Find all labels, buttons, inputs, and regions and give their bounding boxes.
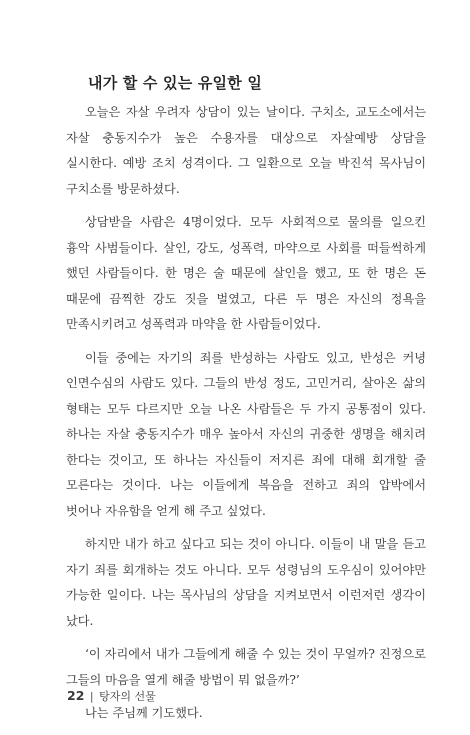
section-heading: 내가 할 수 있는 유일한 일 <box>88 74 263 92</box>
page-number: 22 <box>67 688 85 703</box>
paragraph-4: 하지만 내가 하고 싶다고 되는 것이 아니다. 이들이 내 말을 듣고 자기 죄를 회개하는 것도 아니다. 모두 성령님의 도우심이 있어야만 가능한 일이다. 나는 목사님의 상담을 지켜보면서 이런저런 생각이 났다. <box>66 537 426 628</box>
footer-separator: | <box>89 690 94 703</box>
book-title: 탕자의 선물 <box>99 690 156 703</box>
paragraph-6: 나는 주님께 기도했다. <box>85 706 203 720</box>
paragraph-3: 이들 중에는 자기의 죄를 반성하는 사람도 있고, 반성은 커녕 인면수심의 사람도 있다. 그들의 반성 정도, 고민거리, 살아온 삶의 형태는 모두 다르지만 오늘 나온 사람들은 두 가지 공통점이 있다. 하나는 자살 충동지수가 매우 높아서 자신의 귀중한 생명을 해치려 한다는 것이고, 또 하나는 자신들이 저지른 죄에 대해 회개할 줄 모른다는 것이다. 나는 이들에게 복음을 전하고 죄의 압박에서 벗어나 자유함을 얻게 해 주고 싶었다. <box>66 350 426 518</box>
paragraph-2: 상담받을 사람은 4명이었다. 모두 사회적으로 물의를 일으킨 흉악 사범들이다. 살인, 강도, 성폭력, 마약으로 사회를 떠들썩하게 했던 사람들이다. 한 명은 술 때문에 살인을 했고, 또 한 명은 돈 때문에 끔찍한 강도 짓을 벌였고, 다른 두 명은 자신의 정욕을 만족시키려고 성폭력과 마약을 한 사람들이었다. <box>66 215 426 331</box>
page-footer <box>67 688 156 704</box>
paragraph-5: ‘이 자리에서 내가 그들에게 해줄 수 있는 것이 무얼까? 진정으로 그들의 마음을 열게 해줄 방법이 뭐 없을까?’ <box>66 647 426 687</box>
paragraph-1: 오늘은 자살 우려자 상담이 있는 날이다. 구치소, 교도소에서는 자살 충동지수가 높은 수용자를 대상으로 자살예방 상담을 실시한다. 예방 조치 성격이다. 그 일환으로 오늘 박진석 목사님이 구치소를 방문하셨다. <box>66 105 426 196</box>
body-text <box>66 100 426 735</box>
